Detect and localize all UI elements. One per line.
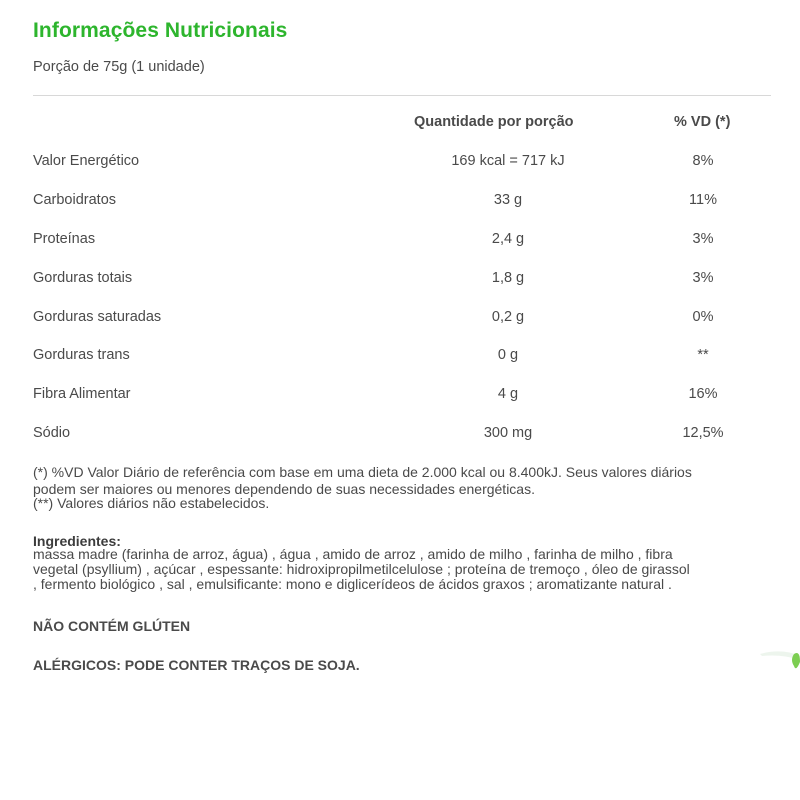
page-title: Informações Nutricionais <box>33 19 288 42</box>
footnote-vd-line2: podem ser maiores ou menores dependendo de suas necessidades energéticas. <box>33 481 535 497</box>
ingredients-text <box>33 547 773 592</box>
nutrient-vd: 11% <box>689 192 717 208</box>
nutrient-vd: 12,5% <box>682 425 724 441</box>
column-header-quantity: Quantidade por porção <box>414 114 574 130</box>
nutrient-quantity: 300 mg <box>483 425 533 441</box>
table-row <box>0 153 800 173</box>
nutrient-quantity: 0 g <box>497 347 519 363</box>
nutrient-name: Gorduras saturadas <box>33 309 162 325</box>
nutrient-vd: 16% <box>688 386 718 402</box>
nutrient-name: Gorduras trans <box>33 347 130 363</box>
nutrient-vd: 3% <box>692 270 714 286</box>
ingredients-line: , fermento biológico , sal , emulsificante: mono e diglicerídeos de ácidos graxos ; aromatizante natural . <box>33 576 672 592</box>
footnote-vd-line1: (*) %VD Valor Diário de referência com base em uma dieta de 2.000 kcal ou 8.400kJ. Seus valores diários <box>33 464 692 480</box>
table-row <box>0 309 800 329</box>
ingredients-label: Ingredientes: <box>33 533 121 549</box>
nutrient-name: Valor Energético <box>33 153 140 169</box>
nutrient-name: Sódio <box>33 425 71 441</box>
nutrient-name: Fibra Alimentar <box>33 386 131 402</box>
decorative-leaf-icon <box>730 650 800 674</box>
table-row <box>0 192 800 212</box>
portion-size: Porção de 75g (1 unidade) <box>33 59 205 75</box>
footnote-not-established: (**) Valores diários não estabelecidos. <box>33 495 270 511</box>
nutrient-name: Gorduras totais <box>33 270 133 286</box>
nutrient-quantity: 1,8 g <box>491 270 525 286</box>
table-row <box>0 386 800 406</box>
nutrient-quantity: 4 g <box>497 386 519 402</box>
allergen-notice: ALÉRGICOS: PODE CONTER TRAÇOS DE SOJA. <box>33 657 360 673</box>
nutrient-quantity: 2,4 g <box>491 231 525 247</box>
nutrient-vd: 0% <box>692 309 714 325</box>
table-row <box>0 347 800 367</box>
nutrient-name: Carboidratos <box>33 192 117 208</box>
table-row <box>0 425 800 445</box>
nutrient-vd: ** <box>697 347 709 363</box>
nutrient-quantity: 33 g <box>493 192 523 208</box>
nutrient-name: Proteínas <box>33 231 96 247</box>
nutrient-vd: 3% <box>692 231 714 247</box>
table-row <box>0 270 800 290</box>
ingredients-line: massa madre (farinha de arroz, água) , água , amido de arroz , amido de milho , farinha de milho , fibra <box>33 546 673 562</box>
nutrient-vd: 8% <box>692 153 714 169</box>
gluten-notice: NÃO CONTÉM GLÚTEN <box>33 618 191 634</box>
nutrient-quantity: 169 kcal = 717 kJ <box>451 153 565 169</box>
ingredients-line: vegetal (psyllium) , açúcar , espessante: hidroxipropilmetilcelulose ; proteína de tremoço , óleo de girassol <box>33 561 690 577</box>
divider <box>33 95 771 96</box>
nutrient-quantity: 0,2 g <box>491 309 525 325</box>
table-row <box>0 231 800 251</box>
column-header-vd: % VD (*) <box>674 114 731 130</box>
